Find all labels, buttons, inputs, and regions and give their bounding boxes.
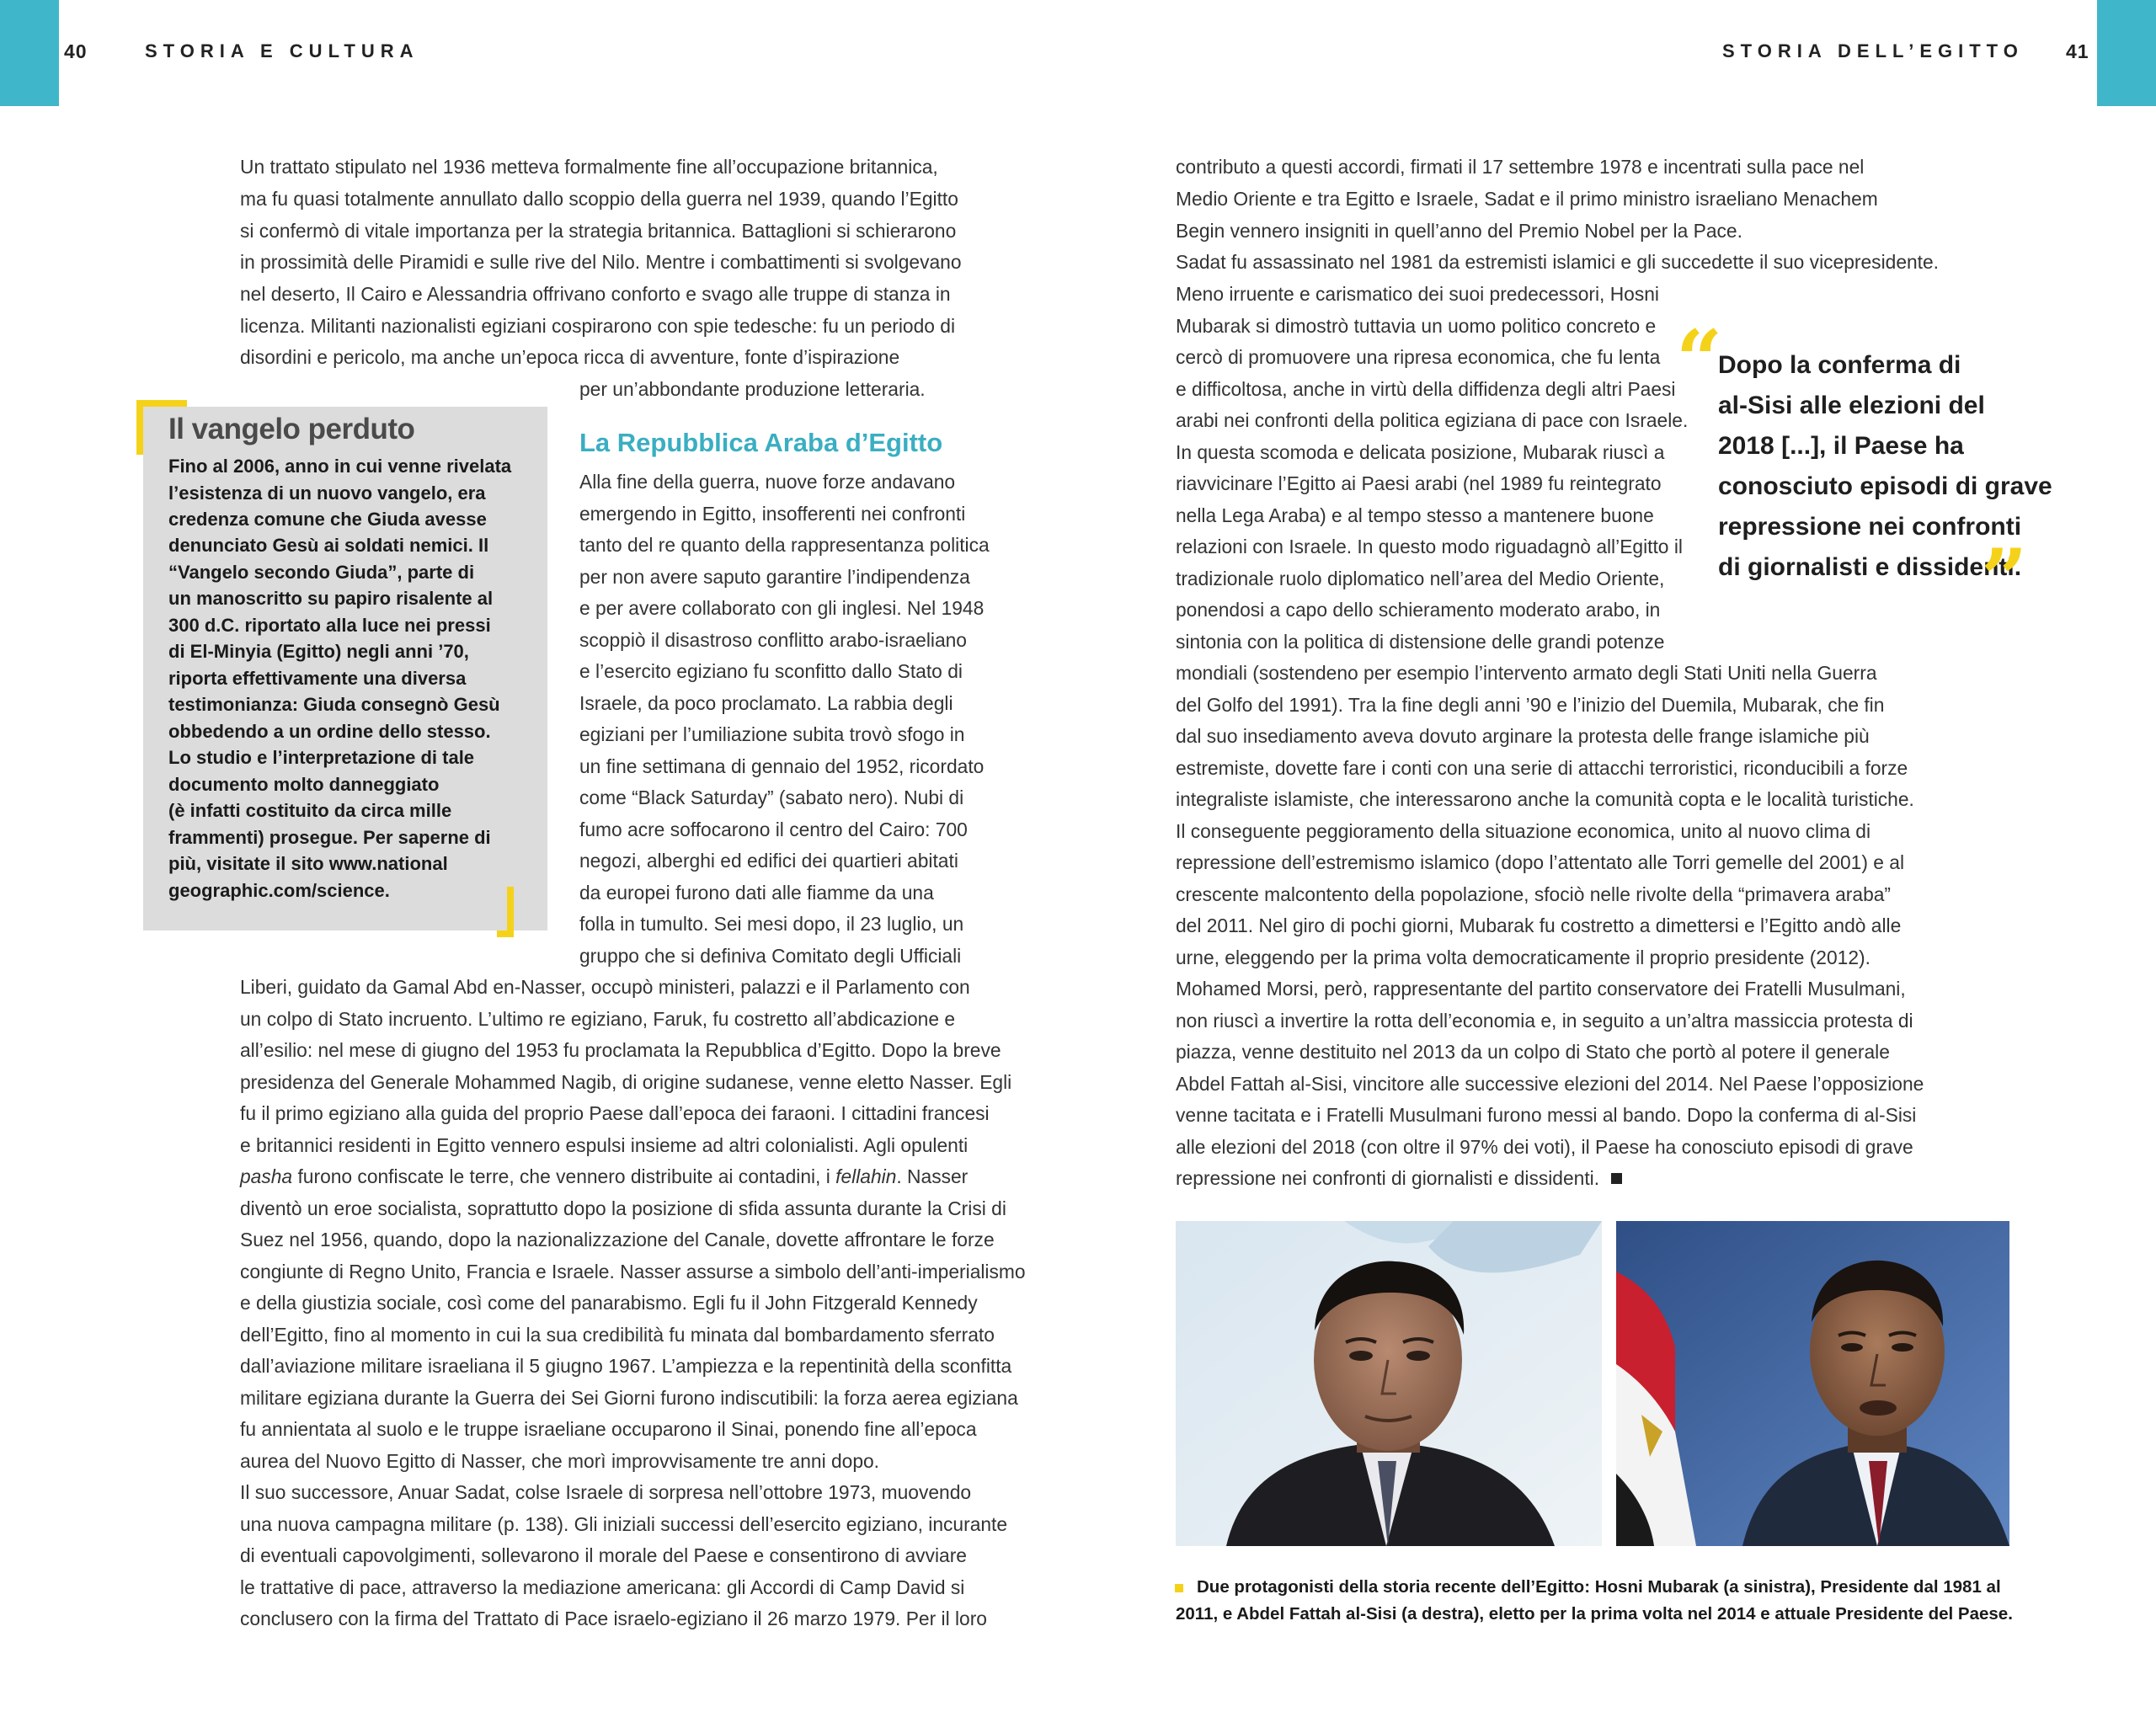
text-line: piazza, venne destituito nel 2013 da un colpo di Stato che portò al potere il generale bbox=[1176, 1041, 1890, 1063]
text-line: integraliste islamiste, che interessarono anche la comunità copta e le località turistiche. bbox=[1176, 788, 1914, 810]
text-line: all’esilio: nel mese di giugno del 1953 fu proclamata la Repubblica d’Egitto. Dopo la breve bbox=[240, 1039, 1001, 1061]
right-running-head: STORIA DELL’EGITTO bbox=[1722, 40, 2024, 61]
text-line: di eventuali capovolgimenti, sollevarono il morale del Paese e consentirono di avviare bbox=[240, 1544, 967, 1566]
sidebar-line: denunciato Gesù ai soldati nemici. Il bbox=[168, 535, 489, 556]
text-line: scoppiò il disastroso conflitto arabo-israeliano bbox=[579, 629, 967, 651]
text-line: mondiali (sostendeno per esempio l’intervento armato degli Stati Uniti nella Guerra bbox=[1176, 662, 1877, 684]
sidebar-accent-bar bbox=[497, 930, 514, 937]
quote-close-mark: ” bbox=[1981, 531, 2028, 627]
sidebar-line: obbedendo a un ordine dello stesso. bbox=[168, 721, 491, 742]
text-line: come “Black Saturday” (sabato nero). Nubi di bbox=[579, 787, 964, 808]
text-line: presidenza del Generale Mohammed Nagib, di origine sudanese, venne eletto Nasser. Egli bbox=[240, 1071, 1012, 1093]
text-line: In questa scomoda e delicata posizione, Mubarak riuscì a bbox=[1176, 441, 1665, 463]
text-line: Begin vennero insigniti in quell’anno del Premio Nobel per la Pace. bbox=[1176, 220, 1742, 242]
text-line: in prossimità delle Piramidi e sulle rive del Nilo. Mentre i combattimenti si svolgevano bbox=[240, 251, 962, 273]
photo-caption-line: 2011, e Abdel Fattah al-Sisi (a destra), eletto per la prima volta nel 2014 e attuale Presidente del Paese. bbox=[1176, 1604, 2013, 1624]
text-line: fumo acre soffocarono il centro del Cairo: 700 bbox=[579, 819, 968, 840]
text-line: Alla fine della guerra, nuove forze andavano bbox=[579, 471, 956, 493]
text-line: Liberi, guidato da Gamal Abd en-Nasser, occupò ministeri, palazzi e il Parlamento con bbox=[240, 976, 970, 998]
text-line bbox=[240, 1160, 968, 1192]
section-heading: La Repubblica Araba d’Egitto bbox=[579, 428, 943, 457]
text-line: sintonia con la politica di distensione delle grandi potenze bbox=[1176, 631, 1665, 653]
right-color-tab bbox=[2097, 0, 2156, 106]
text-line: diventò un eroe socialista, soprattutto dopo la posizione di sfida assunta durante la Crisi di bbox=[240, 1197, 1006, 1219]
text-line: arabi nei confronti della politica egiziana di pace con Israele. bbox=[1176, 409, 1689, 431]
text-line: non riuscì a invertire la rotta dell’economia e, in seguito a un’altra massiccia protesta di bbox=[1176, 1010, 1913, 1032]
text-line: Medio Oriente e tra Egitto e Israele, Sadat e il primo ministro israeliano Menachem bbox=[1176, 188, 1878, 210]
text-line: Il conseguente peggioramento della situazione economica, unito al nuovo clima di bbox=[1176, 820, 1871, 842]
sidebar-line: di El-Minyia (Egitto) negli anni ’70, bbox=[168, 641, 469, 662]
text-line: urne, eleggendo per la prima volta democraticamente il proprio presidente (2012). bbox=[1176, 946, 1870, 968]
pull-quote-line: di giornalisti e dissidenti. bbox=[1718, 553, 2022, 581]
text-line: estremiste, dovette fare i conti con una serie di attacchi terroristici, riconducibili a forze bbox=[1176, 757, 1908, 779]
text-line: contributo a questi accordi, firmati il 17 settembre 1978 e incentrati sulla pace nel bbox=[1176, 156, 1865, 178]
sidebar-line: credenza comune che Giuda avesse bbox=[168, 509, 487, 530]
sidebar-line: documento molto danneggiato bbox=[168, 774, 440, 795]
left-color-tab bbox=[0, 0, 59, 106]
sidebar-title: Il vangelo perduto bbox=[168, 413, 415, 445]
text-line: una nuova campagna militare (p. 138). Gli iniziali successi dell’esercito egiziano, incurante bbox=[240, 1513, 1008, 1535]
sidebar-line: frammenti) prosegue. Per saperne di bbox=[168, 827, 491, 848]
photo-caption-line: Due protagonisti della storia recente dell’Egitto: Hosni Mubarak (a sinistra), Presidente dal 1981 al bbox=[1197, 1577, 2001, 1597]
text-line: licenza. Militanti nazionalisti egiziani cospirarono con spie tedesche: fu un periodo di bbox=[240, 315, 956, 337]
pull-quote-line: repressione nei confronti bbox=[1718, 513, 2022, 541]
text-span: furono confiscate le terre, che vennero distribuite ai contadini, i bbox=[292, 1165, 836, 1187]
text-line: egiziani per l’umiliazione subita trovò sfogo in bbox=[579, 723, 965, 745]
text-line: Mohamed Morsi, però, rappresentante del partito conservatore dei Fratelli Musulmani, bbox=[1176, 978, 1906, 1000]
sidebar-line: Fino al 2006, anno in cui venne rivelata bbox=[168, 456, 512, 477]
sidebar-line: (è infatti costituito da circa mille bbox=[168, 800, 452, 821]
caption-bullet bbox=[1175, 1584, 1183, 1592]
text-line: Mubarak si dimostrò tuttavia un uomo politico concreto e bbox=[1176, 315, 1657, 337]
text-line: cercò di promuovere una ripresa economica, che fu lenta bbox=[1176, 346, 1661, 368]
text-line: venne tacitata e i Fratelli Musulmani furono messi al bando. Dopo la conferma di al-Sisi bbox=[1176, 1104, 1917, 1126]
text-line: nel deserto, Il Cairo e Alessandria offrivano conforto e svago alle truppe di stanza in bbox=[240, 283, 951, 305]
text-line: del 2011. Nel giro di pochi giorni, Mubarak fu costretto a dimettersi e l’Egitto andò alle bbox=[1176, 914, 1902, 936]
text-span: repressione nei confronti di giornalisti e dissidenti. bbox=[1176, 1167, 1600, 1189]
text-line: e britannici residenti in Egitto vennero espulsi insieme ad altri colonialisti. Agli opulenti bbox=[240, 1134, 969, 1156]
pull-quote-line: 2018 [...], il Paese ha bbox=[1718, 432, 1964, 460]
text-line: fu annientata al suolo e le truppe israeliane occuparono il Sinai, ponendo fine all’epoca bbox=[240, 1418, 977, 1440]
text-line: del Golfo del 1991). Tra la fine degli anni ’90 e l’inizio del Duemila, Mubarak, che fin bbox=[1176, 694, 1885, 716]
sidebar-line: riporta effettivamente una diversa bbox=[168, 668, 467, 689]
right-page-number: 41 bbox=[2066, 40, 2089, 62]
sidebar-line: “Vangelo secondo Giuda”, parte di bbox=[168, 562, 475, 583]
text-line: Meno irruente e carismatico dei suoi predecessori, Hosni bbox=[1176, 283, 1659, 305]
text-line: e difficoltosa, anche in virtù della diffidenza degli altri Paesi bbox=[1176, 378, 1676, 400]
sidebar-accent-bar bbox=[136, 400, 187, 407]
text-line: e per avere collaborato con gli inglesi. Nel 1948 bbox=[579, 597, 985, 619]
text-line: Abdel Fattah al-Sisi, vincitore alle successive elezioni del 2014. Nel Paese l’opposizione bbox=[1176, 1073, 1924, 1095]
left-page-number: 40 bbox=[64, 40, 88, 62]
text-line: per un’abbondante produzione letteraria. bbox=[579, 378, 926, 400]
photo-al-sisi bbox=[1616, 1221, 2009, 1546]
text-line: Il suo successore, Anuar Sadat, colse Israele di sorpresa nell’ottobre 1973, muovendo bbox=[240, 1481, 972, 1503]
text-line: aurea del Nuovo Egitto di Nasser, che morì improvvisamente tre anni dopo. bbox=[240, 1450, 880, 1472]
text-line: un colpo di Stato incruento. L’ultimo re egiziano, Faruk, fu costretto all’abdicazione e bbox=[240, 1008, 956, 1030]
text-line: repressione dell’estremismo islamico (dopo l’attentato alle Torri gemelle del 2001) e al bbox=[1176, 851, 1905, 873]
pull-quote-line: al-Sisi alle elezioni del bbox=[1718, 392, 1985, 419]
text-line: emergendo in Egitto, insofferenti nei confronti bbox=[579, 503, 966, 525]
text-line: negozi, alberghi ed edifici dei quartieri abitati bbox=[579, 850, 958, 872]
text-line: fu il primo egiziano alla guida del proprio Paese dall’epoca dei faraoni. I cittadini francesi bbox=[240, 1102, 990, 1124]
text-line: e della giustizia sociale, così come del panarabismo. Egli fu il John Fitzgerald Kennedy bbox=[240, 1292, 978, 1314]
text-span: . Nasser bbox=[896, 1165, 969, 1187]
text-line: gruppo che si definiva Comitato degli Ufficiali bbox=[579, 945, 962, 967]
text-line: le trattative di pace, attraverso la mediazione americana: gli Accordi di Camp David si bbox=[240, 1576, 965, 1598]
sidebar-line: testimonianza: Giuda consegnò Gesù bbox=[168, 694, 500, 715]
text-line: tanto del re quanto della rappresentanza politica bbox=[579, 534, 990, 556]
left-running-head: STORIA E CULTURA bbox=[145, 40, 419, 61]
sidebar-line: più, visitate il sito www.national bbox=[168, 853, 448, 874]
text-line: Israele, da poco proclamato. La rabbia degli bbox=[579, 692, 953, 714]
sidebar-line: un manoscritto su papiro risalente al bbox=[168, 588, 494, 609]
text-line: per non avere saputo garantire l’indipendenza bbox=[579, 566, 970, 588]
text-line: alle elezioni del 2018 (con oltre il 97% dei voti), il Paese ha conosciuto episodi di grave bbox=[1176, 1136, 1913, 1158]
sidebar-line: Lo studio e l’interpretazione di tale bbox=[168, 747, 475, 768]
text-line: si confermò di vitale importanza per la strategia britannica. Battaglioni si schierarono bbox=[240, 220, 957, 242]
quote-open-mark: “ bbox=[1676, 312, 1723, 408]
text-line bbox=[1176, 1162, 1622, 1194]
text-line: un fine settimana di gennaio del 1952, ricordato bbox=[579, 755, 985, 777]
text-line: folla in tumulto. Sei mesi dopo, il 23 luglio, un bbox=[579, 913, 964, 935]
italic-term: fellahin bbox=[835, 1165, 897, 1187]
text-line: conclusero con la firma del Trattato di Pace israelo-egiziano il 26 marzo 1979. Per il loro bbox=[240, 1608, 987, 1629]
end-of-article-mark bbox=[1611, 1173, 1622, 1184]
text-line: dall’aviazione militare israeliana il 5 giugno 1967. L’ampiezza e la repentinità della sconfitta bbox=[240, 1355, 1012, 1377]
italic-term: pasha bbox=[240, 1165, 293, 1187]
text-line: da europei furono dati alle fiamme da una bbox=[579, 882, 934, 904]
text-line: crescente malcontento della popolazione, sfociò nelle rivolte della “primavera araba” bbox=[1176, 883, 1892, 905]
pull-quote-line: conosciuto episodi di grave bbox=[1718, 472, 2052, 500]
sidebar-accent-bar bbox=[136, 400, 143, 455]
text-line: nella Lega Araba) e al tempo stesso a mantenere buone bbox=[1176, 504, 1654, 526]
text-line: riavvicinare l’Egitto ai Paesi arabi (nel 1989 fu reintegrato bbox=[1176, 472, 1662, 494]
text-line: ponendosi a capo dello schieramento moderato arabo, in bbox=[1176, 599, 1661, 621]
sidebar-line: geographic.com/science. bbox=[168, 880, 390, 901]
text-line: Un trattato stipulato nel 1936 metteva formalmente fine all’occupazione britannica, bbox=[240, 156, 938, 178]
sidebar-line: 300 d.C. riportato alla luce nei pressi bbox=[168, 615, 491, 636]
sidebar-line: l’esistenza di un nuovo vangelo, era bbox=[168, 483, 486, 504]
photo-mubarak bbox=[1176, 1221, 1602, 1546]
pull-quote-line: Dopo la conferma di bbox=[1718, 351, 1961, 379]
sidebar-accent-bar bbox=[507, 887, 514, 937]
text-line: ma fu quasi totalmente annullato dallo scoppio della guerra nel 1939, quando l’Egitto bbox=[240, 188, 958, 210]
text-line: tradizionale ruolo diplomatico nell’area del Medio Oriente, bbox=[1176, 568, 1665, 589]
text-line: congiunte di Regno Unito, Francia e Israele. Nasser assurse a simbolo dell’anti-imperialismo bbox=[240, 1261, 1026, 1282]
text-line: disordini e pericolo, ma anche un’epoca ricca di avventure, fonte d’ispirazione bbox=[240, 346, 900, 368]
text-line: Suez nel 1956, quando, dopo la nazionalizzazione del Canale, dovette affrontare le forze bbox=[240, 1229, 995, 1250]
text-line: dal suo insediamento aveva dovuto arginare la protesta delle frange islamiche più bbox=[1176, 725, 1870, 747]
text-line: militare egiziana durante la Guerra dei Sei Giorni furono indiscutibili: la forza aerea egiziana bbox=[240, 1387, 1018, 1409]
text-line: relazioni con Israele. In questo modo riguadagnò all’Egitto il bbox=[1176, 536, 1683, 557]
text-line: dell’Egitto, fino al momento in cui la sua credibilità fu minata dal bombardamento sferrato bbox=[240, 1324, 995, 1346]
text-line: e l’esercito egiziano fu sconfitto dallo Stato di bbox=[579, 660, 963, 682]
text-line: Sadat fu assassinato nel 1981 da estremisti islamici e gli succedette il suo vicepresidente. bbox=[1176, 251, 1940, 273]
